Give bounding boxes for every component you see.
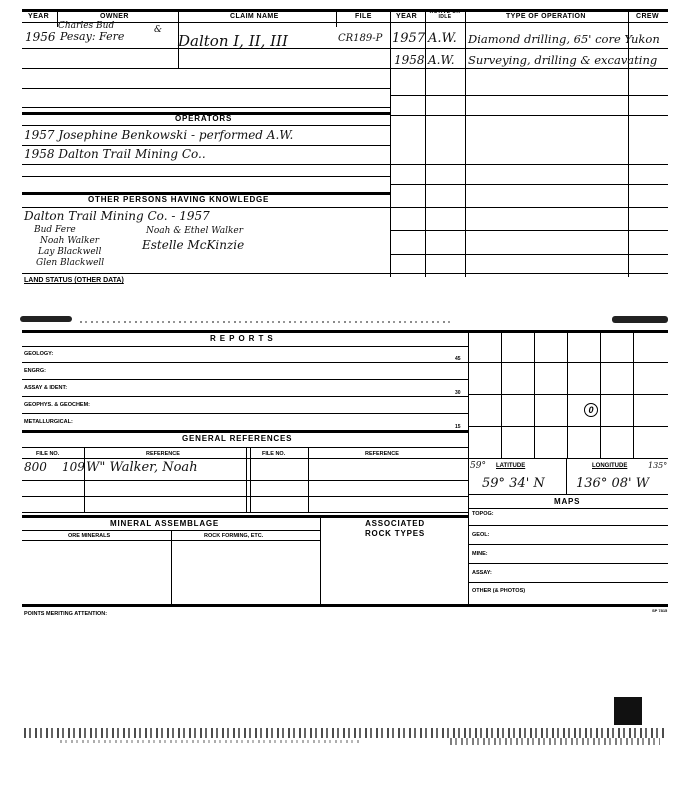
- gr-file-no: 800: [24, 460, 47, 474]
- maps-geol: GEOL:: [472, 532, 490, 538]
- ore-minerals-label: ORE MINERALS: [68, 533, 111, 539]
- op-year-2: 1958: [394, 53, 425, 67]
- claim-file: CR189-P: [338, 33, 383, 44]
- gr-reference: W" Walker, Noah: [86, 460, 198, 475]
- operators-title: OPERATORS: [175, 114, 233, 123]
- gr-header-ref2: REFERENCE: [365, 451, 399, 457]
- maps-assay: ASSAY:: [472, 570, 492, 576]
- maps-topog: TOPOG:: [472, 511, 494, 517]
- knowledge-name-1: Bud Fere: [34, 225, 76, 235]
- col-type-operation: TYPE OF OPERATION: [506, 13, 586, 20]
- assoc-rock-types: ASSOCIATED ROCK TYPES: [364, 519, 425, 538]
- knowledge-name-4: Glen Blackwell: [36, 258, 105, 268]
- maps-title: MAPS: [554, 497, 581, 506]
- longitude-value: 136° 08' W: [576, 476, 650, 491]
- gr-header-ref1: REFERENCE: [146, 451, 180, 457]
- long-suffix: 135°: [648, 461, 668, 470]
- report-metallurgical: METALLURGICAL:: [24, 419, 73, 425]
- report-num-30: 30: [455, 390, 461, 396]
- op-year-1: 1957: [392, 31, 426, 46]
- knowledge-name-2: Noah Walker: [40, 236, 100, 246]
- col-year: YEAR: [28, 13, 50, 20]
- land-status-label: LAND STATUS (OTHER DATA): [24, 277, 124, 284]
- form-number: SP 7815: [652, 608, 668, 613]
- op-status-1: A.W.: [428, 31, 457, 46]
- mineral-title: MINERAL ASSEMBLAGE: [110, 519, 220, 528]
- points-label: POINTS MERITING ATTENTION:: [24, 611, 108, 617]
- report-geophys: GEOPHYS. & GEOCHEM:: [24, 402, 91, 408]
- knowledge-title: OTHER PERSONS HAVING KNOWLEDGE: [88, 195, 270, 204]
- operator-line-1: 1957 Josephine Benkowski - performed A.W.: [24, 128, 294, 142]
- lat-prefix: 59°: [470, 461, 486, 471]
- owner-top: Charles Bud: [58, 21, 115, 31]
- report-geology: GEOLOGY:: [24, 351, 54, 357]
- report-num-45: 45: [455, 356, 461, 362]
- op-type-2: Surveying, drilling & excavating: [468, 53, 658, 67]
- report-engrg: ENGRG:: [24, 368, 46, 374]
- op-status-2: A.W.: [428, 53, 455, 67]
- longitude-label: LONGITUDE: [592, 463, 628, 469]
- col-crew: CREW: [636, 13, 659, 20]
- owner-ampersand: &: [154, 25, 163, 35]
- gr-header-file2: FILE NO.: [262, 451, 286, 457]
- col-owner: OWNER: [100, 13, 129, 20]
- gr-header-file1: FILE NO.: [36, 451, 60, 457]
- gr-entry-num: 109: [62, 460, 85, 474]
- reports-title: REPORTS: [210, 334, 277, 343]
- knowledge-line-1: Dalton Trail Mining Co. - 1957: [24, 209, 210, 223]
- claim-year: 1956: [25, 30, 56, 44]
- op-type-1: Diamond drilling, 65' core Yukon: [468, 32, 660, 46]
- maps-other: OTHER (& PHOTOS): [472, 588, 526, 594]
- knowledge-name-6: Estelle McKinzie: [142, 238, 245, 252]
- latitude-value: 59° 34' N: [482, 476, 545, 491]
- col-file: FILE: [355, 13, 372, 20]
- col-year2: YEAR: [396, 13, 418, 20]
- report-assay: ASSAY & IDENT:: [24, 385, 68, 391]
- latitude-label: LATITUDE: [496, 463, 526, 469]
- col-claim-name: CLAIM NAME: [230, 13, 279, 20]
- claim-name: Dalton I, II, III: [178, 32, 288, 50]
- operator-line-2: 1958 Dalton Trail Mining Co..: [24, 147, 206, 161]
- knowledge-name-5: Noah & Ethel Walker: [146, 226, 244, 236]
- general-references-title: GENERAL REFERENCES: [182, 434, 293, 443]
- rock-forming-label: ROCK FORMING, ETC.: [204, 533, 264, 539]
- report-num-15: 15: [455, 424, 461, 430]
- maps-mine: MINE:: [472, 551, 488, 557]
- col-active-idle: ACTIVE OR IDLE: [429, 9, 461, 20]
- owner-bottom: Pesay: Fere: [60, 30, 125, 43]
- knowledge-name-3: Lay Blackwell: [38, 247, 102, 257]
- grid-location-mark: 0: [584, 403, 598, 417]
